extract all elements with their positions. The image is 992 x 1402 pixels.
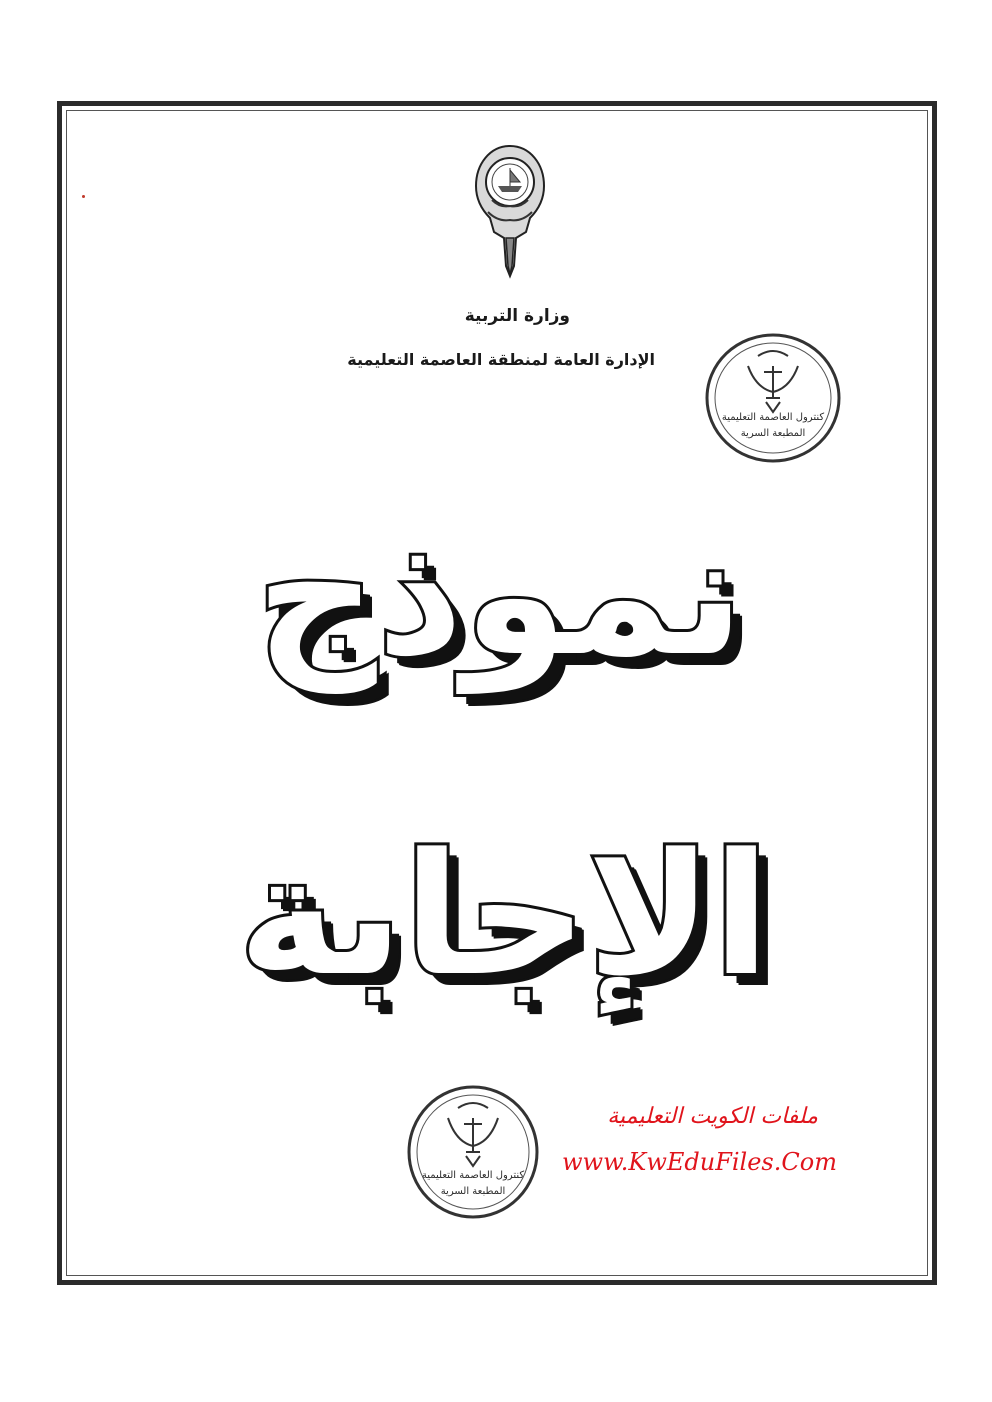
watermark-url[interactable]: www.KwEduFiles.Com	[562, 1148, 837, 1176]
title-line-2: الإجابة	[238, 817, 770, 1013]
watermark-arabic: ملفات الكويت التعليمية	[607, 1104, 818, 1129]
stamp-seal-icon	[704, 332, 842, 464]
directorate-name: الإدارة العامة لمنطقة العاصمة التعليمية	[347, 350, 655, 369]
stamp-line-2: المطبعة السرية	[440, 1186, 506, 1197]
stamp-line-1: كنترول العاصمة التعليمية	[721, 412, 825, 423]
ministry-name: وزارة التربية	[464, 306, 570, 326]
title-line-1: نموذج	[255, 497, 745, 693]
stamp-seal-icon	[406, 1084, 540, 1220]
control-stamp-bottom	[406, 1084, 540, 1220]
scan-speck	[82, 195, 85, 198]
control-stamp-top	[704, 332, 842, 464]
kuwait-state-emblem-icon	[470, 142, 550, 280]
stamp-line-1: كنترول العاصمة التعليمية	[421, 1170, 525, 1181]
stamp-line-2: المطبعة السرية	[740, 428, 806, 439]
